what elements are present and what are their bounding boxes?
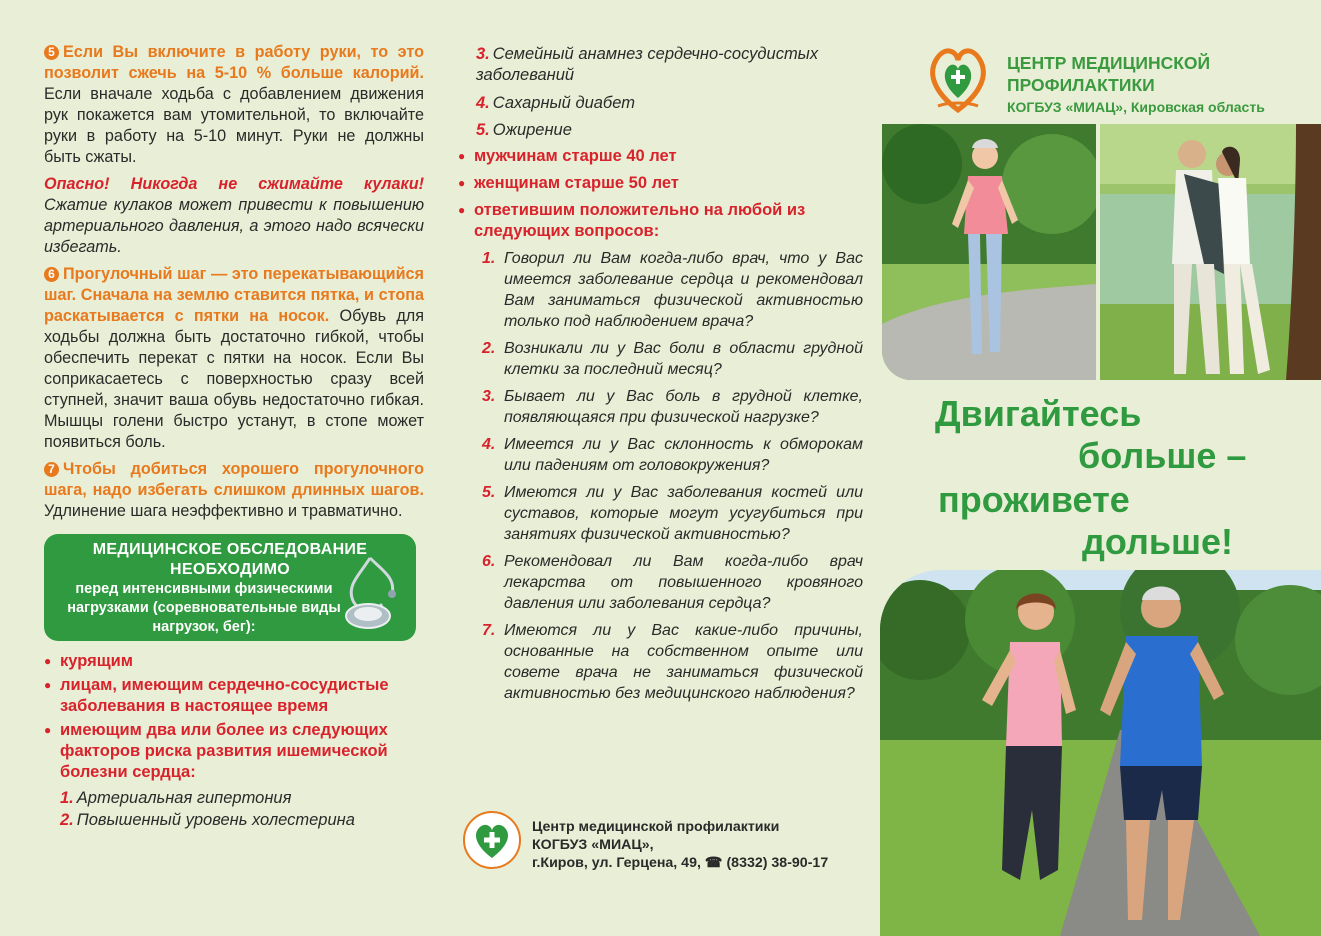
question-item: 1. Говорил ли Вам когда-либо врач, что у Вас имеется заболевание сердца и рекомендовал Вам заниматься физической активностью только под наблюдением врача? — [482, 250, 863, 330]
photo-couple-walking-lake — [1100, 124, 1321, 380]
question-item: 7. Имеются ли у Вас какие-либо причины, основанные на собственном опыте или совете врача не заниматься физической активностью без медицинского наблюдения? — [482, 622, 863, 702]
photo-elderly-woman-walking — [882, 124, 1096, 380]
org-name-line-3: КОГБУЗ «МИАЦ», Кировская область — [1007, 99, 1265, 115]
paragraph-5-highlight: Если Вы включите в работу руки, то это позволит сжечь на 5-10 % больше калорий. — [44, 43, 424, 82]
medical-exam-box — [44, 534, 416, 641]
risk-factors-list-continued — [458, 44, 863, 141]
questions-list — [458, 248, 863, 704]
footer-line-2: КОГБУЗ «МИАЦ», — [532, 837, 654, 853]
slogan-line-4: дольше! — [1082, 521, 1233, 562]
paragraph-7 — [44, 459, 424, 522]
danger-paragraph — [44, 174, 424, 258]
org-name-line-1: ЦЕНТР МЕДИЦИНСКОЙ — [1007, 53, 1211, 73]
bullet-item: ● мужчинам старше 40 лет — [458, 146, 863, 167]
paragraph-5 — [44, 42, 424, 168]
left-column — [44, 42, 424, 831]
photo-couple-jogging — [880, 570, 1321, 936]
right-column — [880, 0, 1321, 936]
question-item: 2. Возникали ли у Вас боли в области грудной клетки за последний месяц? — [482, 340, 863, 378]
slogan-line-2: больше – — [1078, 435, 1247, 476]
exam-bullets — [44, 651, 424, 783]
heart-logo-icon — [928, 40, 988, 116]
number-badge-7: 7 — [44, 462, 59, 477]
paragraph-6-highlight: Прогулочный шаг — это перекатывающийся шаг. Сначала на землю ставится пятка, и стопа раскатывается с пятки на носок. — [44, 265, 424, 325]
question-item: 6. Рекомендовал ли Вам когда-либо врач лекарства от повышенного кровяного давления или заболевания сердца? — [482, 553, 863, 612]
risk-item: 2. Повышенный уровень холестерина — [60, 811, 355, 829]
stethoscope-icon — [330, 554, 412, 632]
bullet-item: ● лицам, имеющим сердечно-сосудистые заболевания в настоящее время — [44, 675, 424, 717]
paragraph-5-text: Если вначале ходьба с добавлением движения рук покажется вам утомительной, то включайте руки в работу на 5-10 минут. Руки не должны быть сжаты. — [44, 85, 424, 166]
org-name-line-2: ПРОФИЛАКТИКИ — [1007, 75, 1155, 95]
medical-exam-title: МЕДИЦИНСКОЕ ОБСЛЕДОВАНИЕ НЕОБХОДИМО — [92, 541, 368, 578]
question-item: 4. Имеется ли у Вас склонность к обморокам или падениям от головокружения? — [482, 436, 863, 474]
risk-item: 3. Семейный анамнез сердечно-сосудистых заболеваний — [476, 45, 819, 84]
age-bullets — [458, 146, 863, 242]
footer-line-3: г.Киров, ул. Герцена, 49, ☎ (8332) 38-90-17 — [532, 855, 829, 871]
bullet-item: ● курящим — [44, 651, 424, 672]
question-item: 3. Бывает ли у Вас боль в грудной клетке, появляющаяся при физической нагрузке? — [482, 388, 863, 426]
slogan-line-3: проживете — [938, 479, 1130, 520]
contact-footer — [462, 808, 882, 878]
risk-item: 5. Ожирение — [476, 121, 572, 139]
footer-text — [532, 818, 828, 872]
bullet-item: ● женщинам старше 50 лет — [458, 173, 863, 194]
number-badge-5: 5 — [44, 45, 59, 60]
paragraph-7-highlight: Чтобы добиться хорошего прогулочного шага, надо избегать слишком длинных шагов. — [44, 460, 424, 499]
middle-column — [458, 44, 863, 710]
org-name — [1007, 52, 1265, 118]
danger-text: Сжатие кулаков может привести к повышению артериального давления, а этого надо всячески избегать. — [44, 196, 424, 256]
number-badge-6: 6 — [44, 267, 59, 282]
paragraph-6 — [44, 264, 424, 453]
bullet-item: ● имеющим два или более из следующих факторов риска развития ишемической болезни сердца: — [44, 720, 424, 783]
question-item: 5. Имеются ли у Вас заболевания костей или суставов, которые могут усугубиться при занятиях физической активностью? — [482, 484, 863, 543]
risk-factors-list — [44, 787, 424, 831]
bullet-item: ● ответившим положительно на любой из следующих вопросов: — [458, 200, 863, 242]
medical-center-logo-icon — [462, 810, 522, 870]
risk-item: 1. Артериальная гипертония — [60, 789, 292, 807]
footer-line-1: Центр медицинской профилактики — [532, 819, 780, 835]
slogan-line-1: Двигайтесь — [935, 393, 1142, 434]
paragraph-6-text: Обувь для ходьбы должна быть достаточно гибкой, чтобы обеспечить перекат с пятки на носок. Если Вы соприкасаетесь с поверхностью сразу всей ступней, значит ваша обувь недостаточно гибкая. Мышцы голени быстро устанут, в стопе может появиться боль. — [44, 307, 424, 451]
risk-item: 4. Сахарный диабет — [476, 94, 635, 112]
danger-warning: Опасно! Никогда не сжимайте кулаки! — [44, 175, 424, 193]
medical-exam-subtitle: перед интенсивными физическими нагрузками (соревновательные виды нагрузок, бег): — [67, 581, 341, 635]
paragraph-7-text: Удлинение шага неэффективно и травматично. — [44, 502, 403, 520]
